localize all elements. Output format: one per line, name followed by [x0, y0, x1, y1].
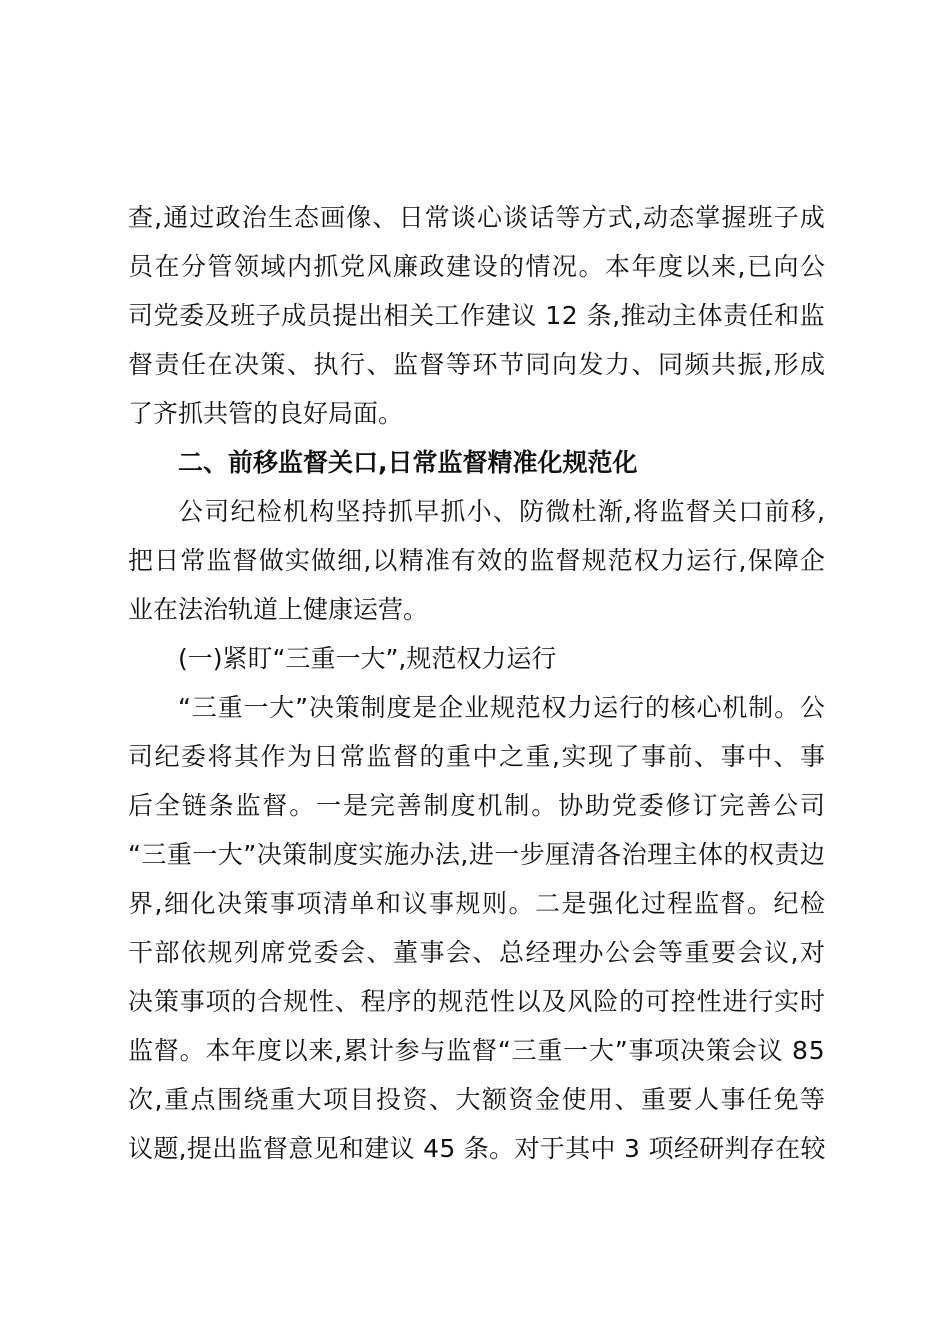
section-heading: 二、前移监督关口,日常监督精准化规范化 — [178, 448, 638, 477]
paragraph-line: 后全链条监督。一是完善制度机制。协助党委修订完善公司 — [128, 791, 827, 820]
document-body — [128, 193, 825, 1173]
paragraph-line: 监督。本年度以来,累计参与监督“三重一大”事项决策会议 85 — [128, 1036, 826, 1065]
paragraph-line: 了齐抓共管的良好局面。 — [128, 399, 404, 428]
paragraph-line: 干部依规列席党委会、董事会、总经理办公会等重要会议,对 — [128, 938, 827, 967]
paragraph-line: 公司纪检机构坚持抓早抓小、防微杜渐,将监督关口前移, — [178, 497, 827, 526]
paragraph-line: 议题,提出监督意见和建议 45 条。对于其中 3 项经研判存在较 — [128, 1134, 826, 1163]
paragraph-line: 次,重点围绕重大项目投资、大额资金使用、重要人事任免等 — [128, 1085, 827, 1114]
paragraph-line: 督责任在决策、执行、监督等环节同向发力、同频共振,形成 — [128, 350, 827, 379]
paragraph-line: 决策事项的合规性、程序的规范性以及风险的可控性进行实时 — [128, 987, 826, 1016]
paragraph-line: 把日常监督做实做细,以精准有效的监督规范权力运行,保障企 — [128, 546, 827, 575]
paragraph-line: “三重一大”决策制度实施办法,进一步厘清各治理主体的权责边 — [128, 840, 826, 869]
paragraph-line: 业在法治轨道上健康运营。 — [128, 595, 429, 624]
subsection-heading: (一)紧盯“三重一大”,规范权力运行 — [178, 644, 557, 673]
paragraph-line: 司纪委将其作为日常监督的重中之重,实现了事前、事中、事 — [128, 742, 827, 771]
paragraph-line: “三重一大”决策制度是企业规范权力运行的核心机制。公 — [178, 693, 826, 722]
paragraph-line: 界,细化决策事项清单和议事规则。二是强化过程监督。纪检 — [128, 889, 827, 918]
paragraph-line: 查,通过政治生态画像、日常谈心谈话等方式,动态掌握班子成 — [128, 203, 827, 232]
paragraph-line: 员在分管领域内抓党风廉政建设的情况。本年度以来,已向公 — [128, 252, 827, 281]
paragraph-line: 司党委及班子成员提出相关工作建议 12 条,推动主体责任和监 — [128, 301, 826, 330]
